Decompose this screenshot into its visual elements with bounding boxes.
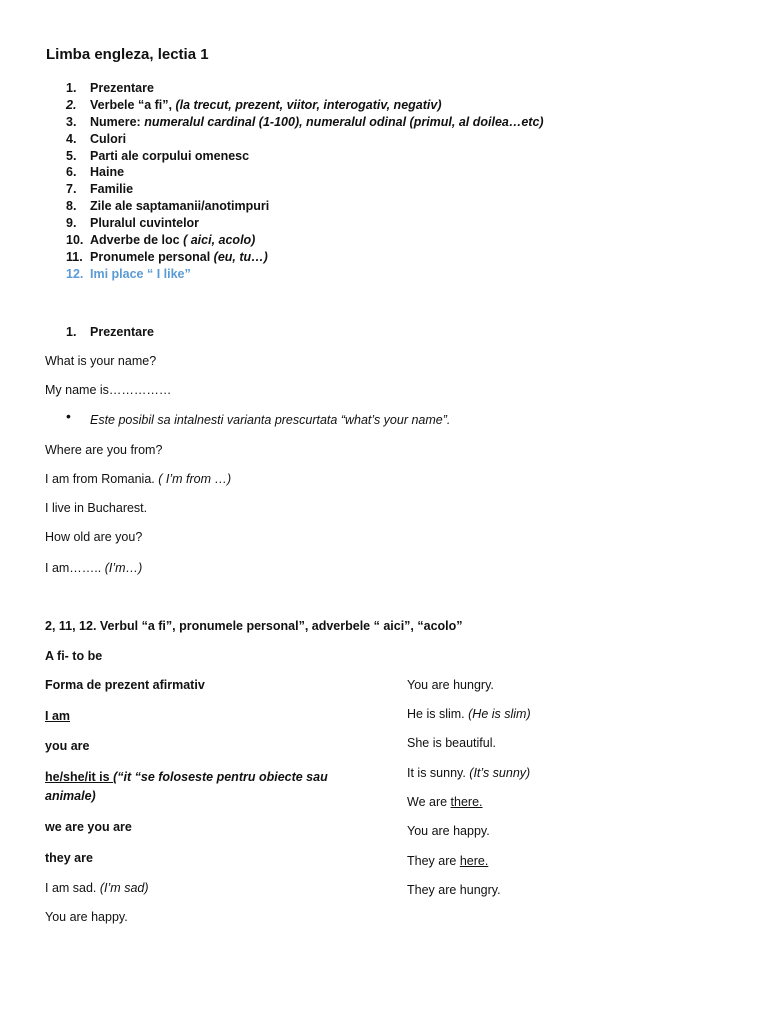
right-example-8: They are hungry. [407, 883, 501, 897]
right-example-7-underlined: here. [459, 854, 489, 868]
right-example-2-note: (He is slim) [464, 707, 531, 721]
toc-item [66, 148, 544, 165]
it-note-line2: animale) [45, 789, 96, 803]
it-note-line1: (“it “se foloseste pentru obiecte sau [113, 770, 328, 784]
toc-item-label: Familie [90, 182, 134, 197]
answer-name: My name is…………… [45, 383, 172, 397]
right-example-5-underlined: there. [450, 795, 483, 809]
toc-item [66, 215, 544, 232]
section1-number: 1. [66, 325, 77, 339]
answer-age-text: I am…….. [45, 561, 102, 575]
example-happy: You are happy. [45, 910, 128, 924]
toc-item [66, 232, 544, 249]
answer-from-note: ( I’m from …) [154, 472, 232, 486]
question-from: Where are you from? [45, 443, 163, 457]
toc-item-label: Numere: [90, 114, 145, 129]
toc-item-detail: numeralul cardinal (1-100), numeralul odinal (primul, al doilea…etc) [144, 114, 544, 129]
toc-item [66, 131, 544, 148]
toc-item-label: Haine [90, 165, 125, 180]
toc-item-number: 12. [66, 266, 84, 281]
toc-item [66, 198, 544, 215]
toc-item-number: 11. [66, 249, 83, 264]
they-are: they are [45, 851, 93, 865]
right-example-3: She is beautiful. [407, 736, 496, 750]
toc-item-number: 6. [66, 165, 77, 180]
section1-title: Prezentare [90, 325, 154, 339]
right-example-5 [407, 795, 483, 809]
note-text: Este posibil sa intalnesti varianta prescurtata “what’s your name”. [90, 413, 451, 427]
right-example-6: You are happy. [407, 824, 490, 838]
toc-item-label: Culori [90, 131, 127, 146]
toc-item-label: Zile ale saptamanii/anotimpuri [90, 199, 270, 214]
toc-item-detail: ( aici, acolo) [179, 233, 256, 248]
toc-item-number: 8. [66, 199, 77, 214]
right-example-2 [407, 707, 531, 721]
example-sad [45, 881, 149, 895]
toc-item-number: 3. [66, 114, 77, 129]
i-am: I am [45, 709, 71, 723]
answer-from [45, 472, 231, 486]
toc-item-number: 10. [66, 233, 84, 248]
answer-live: I live in Bucharest. [45, 501, 148, 515]
toc-item-label: Prezentare [90, 81, 154, 95]
toc-item-number: 9. [66, 216, 77, 231]
right-example-7 [407, 854, 488, 868]
toc-item [66, 181, 544, 198]
answer-from-text: I am from Romania. [45, 472, 155, 486]
you-are: you are [45, 739, 90, 753]
toc-item [66, 266, 544, 283]
toc-item-number: 7. [66, 182, 77, 197]
toc-item-label: Pronumele personal [90, 249, 211, 264]
right-example-4 [407, 766, 530, 780]
toc-item-label: Imi place “ I like” [90, 266, 191, 281]
right-example-4-note: (It’s sunny) [465, 766, 531, 780]
bullet-icon: • [66, 408, 71, 424]
toc-item-label: Adverbe de loc [90, 233, 180, 248]
answer-age [45, 561, 142, 575]
right-example-4-text: It is sunny. [407, 766, 466, 780]
document-title: Limba engleza, lectia 1 [46, 46, 209, 63]
right-example-7-text: They are [407, 854, 460, 868]
toc-item [66, 97, 544, 114]
toc-item-number: 2. [66, 97, 77, 112]
we-are: we are you are [45, 820, 132, 834]
answer-age-note: (I’m…) [101, 561, 143, 575]
toc-item-detail: (la trecut, prezent, viitor, interogativ, negativ) [171, 97, 442, 112]
question-name: What is your name? [45, 354, 157, 368]
table-of-contents [66, 80, 544, 283]
example-sad-text: I am sad. [45, 881, 97, 895]
right-example-5-text: We are [407, 795, 451, 809]
present-form-label: Forma de prezent afirmativ [45, 678, 205, 692]
right-example-2-text: He is slim. [407, 707, 465, 721]
toc-item [66, 164, 544, 181]
toc-item [66, 114, 544, 131]
toc-item-label: Parti ale corpului omenesc [90, 148, 250, 163]
toc-item [66, 80, 544, 97]
he-she-it-text: he/she/it is [45, 770, 114, 784]
he-she-it-is [45, 770, 328, 784]
toc-item-label: Pluralul cuvintelor [90, 216, 200, 231]
toc-item-label: Verbele “a fi”, [90, 97, 172, 112]
toc-item-detail: (eu, tu…) [210, 249, 268, 264]
toc-item-number: 4. [66, 131, 77, 146]
question-age: How old are you? [45, 530, 143, 544]
right-example-1: You are hungry. [407, 678, 494, 692]
toc-item-number: 5. [66, 148, 77, 163]
section2-heading: 2, 11, 12. Verbul “a fi”, pronumele personal”, adverbele “ aici”, “acolo” [45, 619, 463, 633]
toc-item [66, 249, 544, 266]
section2-subheading: A fi- to be [45, 649, 103, 663]
example-sad-note: (I’m sad) [96, 881, 149, 895]
toc-item-number: 1. [66, 81, 77, 95]
section1-heading [66, 325, 154, 339]
